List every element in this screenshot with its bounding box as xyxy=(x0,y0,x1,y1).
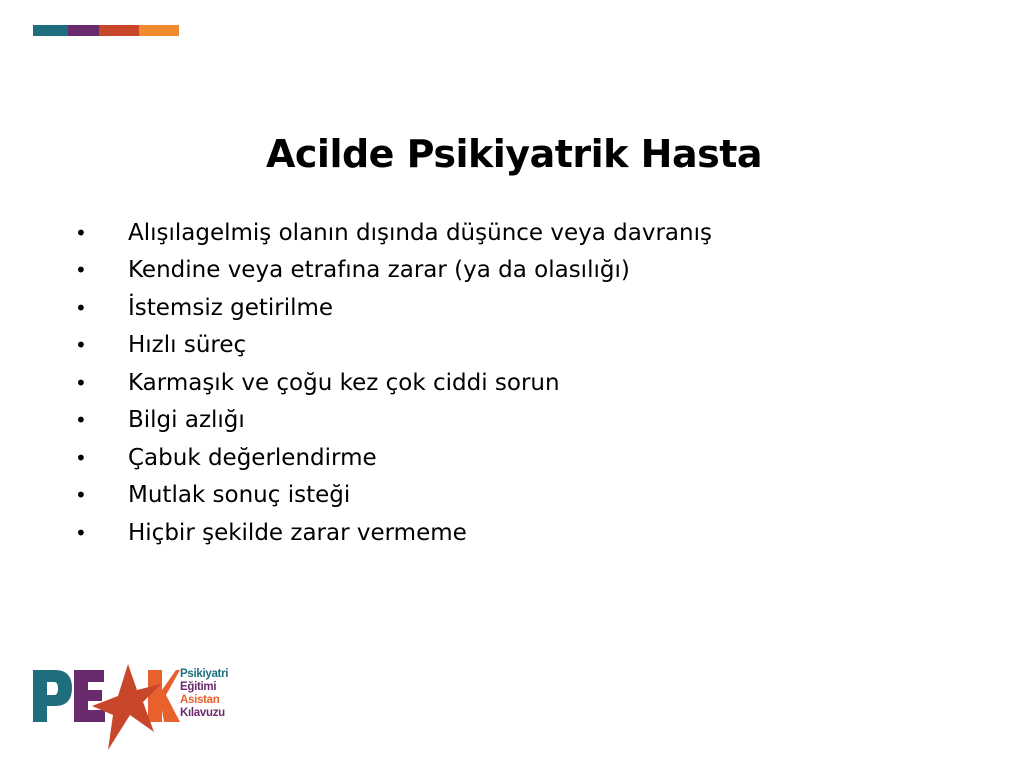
peak-logo xyxy=(30,660,240,755)
bullet-text: Hızlı süreç xyxy=(128,332,247,359)
bullet-text: Bilgi azlığı xyxy=(128,407,245,434)
list-item xyxy=(72,327,972,365)
bullet-text: Hiçbir şekilde zarar vermeme xyxy=(128,519,467,546)
bullet-text: Mutlak sonuç isteği xyxy=(128,482,351,509)
bullet-icon: • xyxy=(75,333,87,358)
list-item xyxy=(72,252,972,290)
bullet-icon: • xyxy=(75,295,87,320)
list-item xyxy=(72,402,972,440)
logo-tagline-line: Kılavuzu xyxy=(180,707,225,719)
bullet-icon: • xyxy=(75,258,87,283)
bullet-list xyxy=(72,214,972,552)
bullet-icon: • xyxy=(75,445,87,470)
bullet-icon: • xyxy=(75,220,87,245)
list-item xyxy=(72,439,972,477)
bullet-icon: • xyxy=(75,520,87,545)
list-item xyxy=(72,477,972,515)
list-item xyxy=(72,514,972,552)
bullet-icon: • xyxy=(75,408,87,433)
color-bar-purple-segment xyxy=(68,25,99,36)
color-bar-orange-segment xyxy=(139,25,179,36)
logo-tagline xyxy=(180,668,228,720)
color-bar-teal-segment xyxy=(33,25,68,36)
bullet-text: Karmaşık ve çoğu kez çok ciddi sorun xyxy=(128,369,560,396)
bullet-text: Kendine veya etrafına zarar (ya da olasılığı) xyxy=(128,257,630,284)
color-bar-red-segment xyxy=(99,25,139,36)
logo-tagline-line: Asistan xyxy=(180,694,220,706)
list-item xyxy=(72,364,972,402)
list-item xyxy=(72,289,972,327)
logo-letter-e xyxy=(74,670,105,722)
bullet-text: Çabuk değerlendirme xyxy=(128,444,377,471)
slide-title: Acilde Psikiyatrik Hasta xyxy=(265,132,763,176)
bullet-text: Alışılagelmiş olanın dışında düşünce veya davranış xyxy=(128,219,712,246)
logo-tagline-line: Eğitimi xyxy=(180,681,217,693)
logo-letter-k xyxy=(148,670,180,722)
bullet-icon: • xyxy=(75,483,87,508)
header-color-bar xyxy=(33,25,179,36)
logo-tagline-line: Psikiyatri xyxy=(180,668,229,680)
logo-letter-p xyxy=(33,670,72,722)
bullet-text: İstemsiz getirilme xyxy=(128,294,334,321)
peak-logo-icon xyxy=(30,660,180,755)
list-item xyxy=(72,214,972,252)
bullet-icon: • xyxy=(75,370,87,395)
